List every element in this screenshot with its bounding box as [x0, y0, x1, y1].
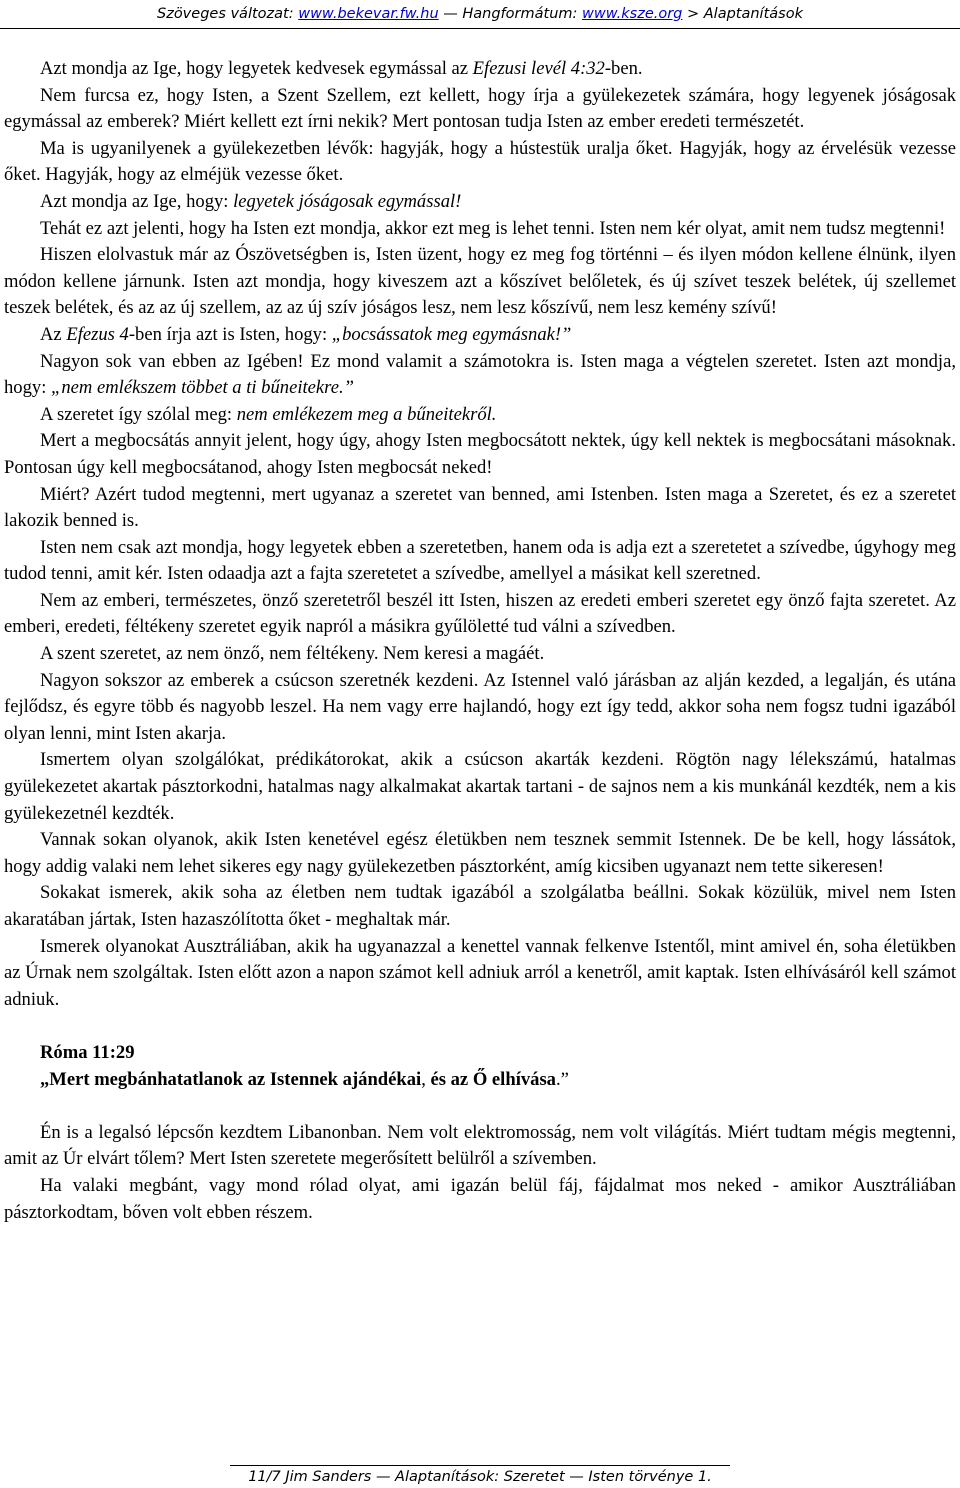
- ksze-link[interactable]: www.ksze.org: [582, 6, 683, 22]
- paragraph: Hiszen elolvastuk már az Ószövetségben is, Isten üzent, hogy ez meg fog történni – és ilyen módon kellene élnünk, ilyen módon kellene járnunk. Isten azt mondja, hogy kiveszem azt a kőszívet belőletek, és új szívet teszek belétek, új szellemet teszek belétek, és az az új szellem, az az új szív jóságos lesz, nem lesz kőszívű, nem lesz kemény szívű!: [4, 244, 956, 319]
- paragraph: Nem az emberi, természetes, önző szeretetről beszél itt Isten, hiszen az eredeti emberi szeretet egy önző fajta szeretet. Az emberi, eredeti, féltékeny szeretet egyik napról a másikra gyűlöletté tud válni a szívedben.: [4, 589, 956, 638]
- verse-text: „Mert megbánhatatlanok az Istennek ajándékai, és az Ő elhívása.”: [40, 1068, 569, 1090]
- page-footer: 11/7 Jim Sanders — Alaptanítások: Szeretet — Isten törvénye 1.: [248, 1469, 712, 1485]
- paragraph: Miért? Azért tudod megtenni, mert ugyanaz a szeretet van benned, ami Istenben. Isten maga a Szeretet, és ez a szeretet lakozik benned is.: [4, 483, 956, 532]
- header-prefix: Szöveges változat:: [157, 6, 299, 22]
- paragraph: A szeretet így szólal meg: nem emlékezem meg a bűneitekről.: [40, 403, 497, 425]
- paragraph: Ma is ugyanilyenek a gyülekezetben lévők: hagyják, hogy a hústestük uralja őket. Hagyják, hogy az érvelésük vezesse őket. Hagyják, hogy az elméjük vezesse őket.: [4, 137, 956, 186]
- paragraph: Azt mondja az Ige, hogy: legyetek jóságosak egymással!: [40, 190, 462, 212]
- paragraph: Ismertem olyan szolgálókat, prédikátorokat, akik a csúcson akarták kezdeni. Rögtön nagy lélekszámú, hatalmas gyülekezetet akartak pásztorkodni, hatalmas nagy alkalmakat akartak tartani - de sajnos nem a kis munkánál kezdték, nem a kis gyülekezetnél kezdték.: [4, 749, 956, 824]
- paragraph: Nem furcsa ez, hogy Isten, a Szent Szellem, ezt kellett, hogy írja a gyülekezetek számára, hogy legyenek jóságosak egymással az emberek? Miért kellett ezt írni nekik? Mert pontosan tudja Isten az ember eredeti természetét.: [4, 84, 956, 133]
- document-body: [4, 56, 956, 1226]
- paragraph: Mert a megbocsátás annyit jelent, hogy úgy, ahogy Isten megbocsátott nektek, úgy kell nektek is megbocsátani másoknak. Pontosan úgy kell megbocsátanod, ahogy Isten megbocsát neked!: [4, 430, 956, 478]
- paragraph: Ismerek olyanokat Ausztráliában, akik ha ugyanazzal a kenettel vannak felkenve Istentől, mint amivel én, soha életükben az Úrnak nem szolgáltak. Isten előtt azon a napon számot kell adniuk arról a kenetről, amit kaptak. Isten elhívásáról kell számot adniuk.: [4, 935, 956, 1010]
- spacer: [4, 1093, 956, 1120]
- paragraph: Isten nem csak azt mondja, hogy legyetek ebben a szeretetben, hanem oda is adja ezt a szeretetet a szívedbe, úgyhogy meg tudod tenni, amit kér. Isten odaadja azt a fajta szeretetet a szívedbe, amellyel a másikat kell szeretned.: [4, 536, 956, 585]
- page-header: [0, 0, 960, 29]
- paragraph: Én is a legalsó lépcsőn kezdtem Libanonban. Nem volt elektromosság, nem volt világítás. Miért tudtam mégis megtenni, amit az Úr elvárt tőlem? Mert Isten szeretete megerősített belülről a szívemben.: [4, 1121, 956, 1170]
- paragraph: Az Efezus 4-ben írja azt is Isten, hogy: „bocsássatok meg egymásnak!”: [40, 323, 572, 345]
- paragraph: Tehát ez azt jelenti, hogy ha Isten ezt mondja, akkor ezt meg is lehet tenni. Isten nem kér olyat, amit nem tudsz megtenni!: [40, 217, 946, 239]
- paragraph: Sokakat ismerek, akik soha az életben nem tudtak igazából a szolgálatba beállni. Sokak közülük, mivel nem Isten akaratában jártak, Isten hazaszólította őket - meghaltak már.: [4, 882, 956, 930]
- spacer: [4, 1013, 956, 1040]
- paragraph: Vannak sokan olyanok, akik Isten kenetével egész életükben nem tesznek semmit Istennek. De be kell, hogy lássátok, hogy addig valaki nem lehet sikeres egy nagy gyülekezetben pásztorként, amíg kicsiben ugyanazt nem tette sikeresen!: [4, 829, 956, 877]
- verse-reference: Róma 11:29: [40, 1041, 135, 1063]
- paragraph: Ha valaki megbánt, vagy mond rólad olyat, ami igazán belül fáj, fájdalmat mos neked - amikor Ausztráliában pásztorkodtam, bőven volt ebben részem.: [4, 1174, 956, 1223]
- header-middle: — Hangformátum:: [438, 6, 582, 22]
- paragraph: Nagyon sokszor az emberek a csúcson szeretnék kezdeni. Az Istennel való járásban az alján kezded, a legalján, és utána fejlődsz, és egyre több és nagyobb leszel. Ha nem vagy erre hajlandó, hogy ezt így tedd, akkor soha nem fogsz tudni igazából olyan lenni, mint Isten akarja.: [4, 669, 956, 744]
- paragraph: Nagyon sok van ebben az Igében! Ez mond valamit a számotokra is. Isten maga a végtelen szeretet. Isten azt mondja, hogy: „nem emlékszem többet a ti bűneitekre.”: [4, 350, 956, 399]
- paragraph: A szent szeretet, az nem önző, nem féltékeny. Nem keresi a magáét.: [40, 643, 545, 665]
- paragraph: Azt mondja az Ige, hogy legyetek kedvesek egymással az Efezusi levél 4:32-ben.: [40, 58, 643, 79]
- bekevar-link[interactable]: www.bekevar.fw.hu: [298, 6, 439, 22]
- header-suffix: > Alaptanítások: [682, 6, 803, 22]
